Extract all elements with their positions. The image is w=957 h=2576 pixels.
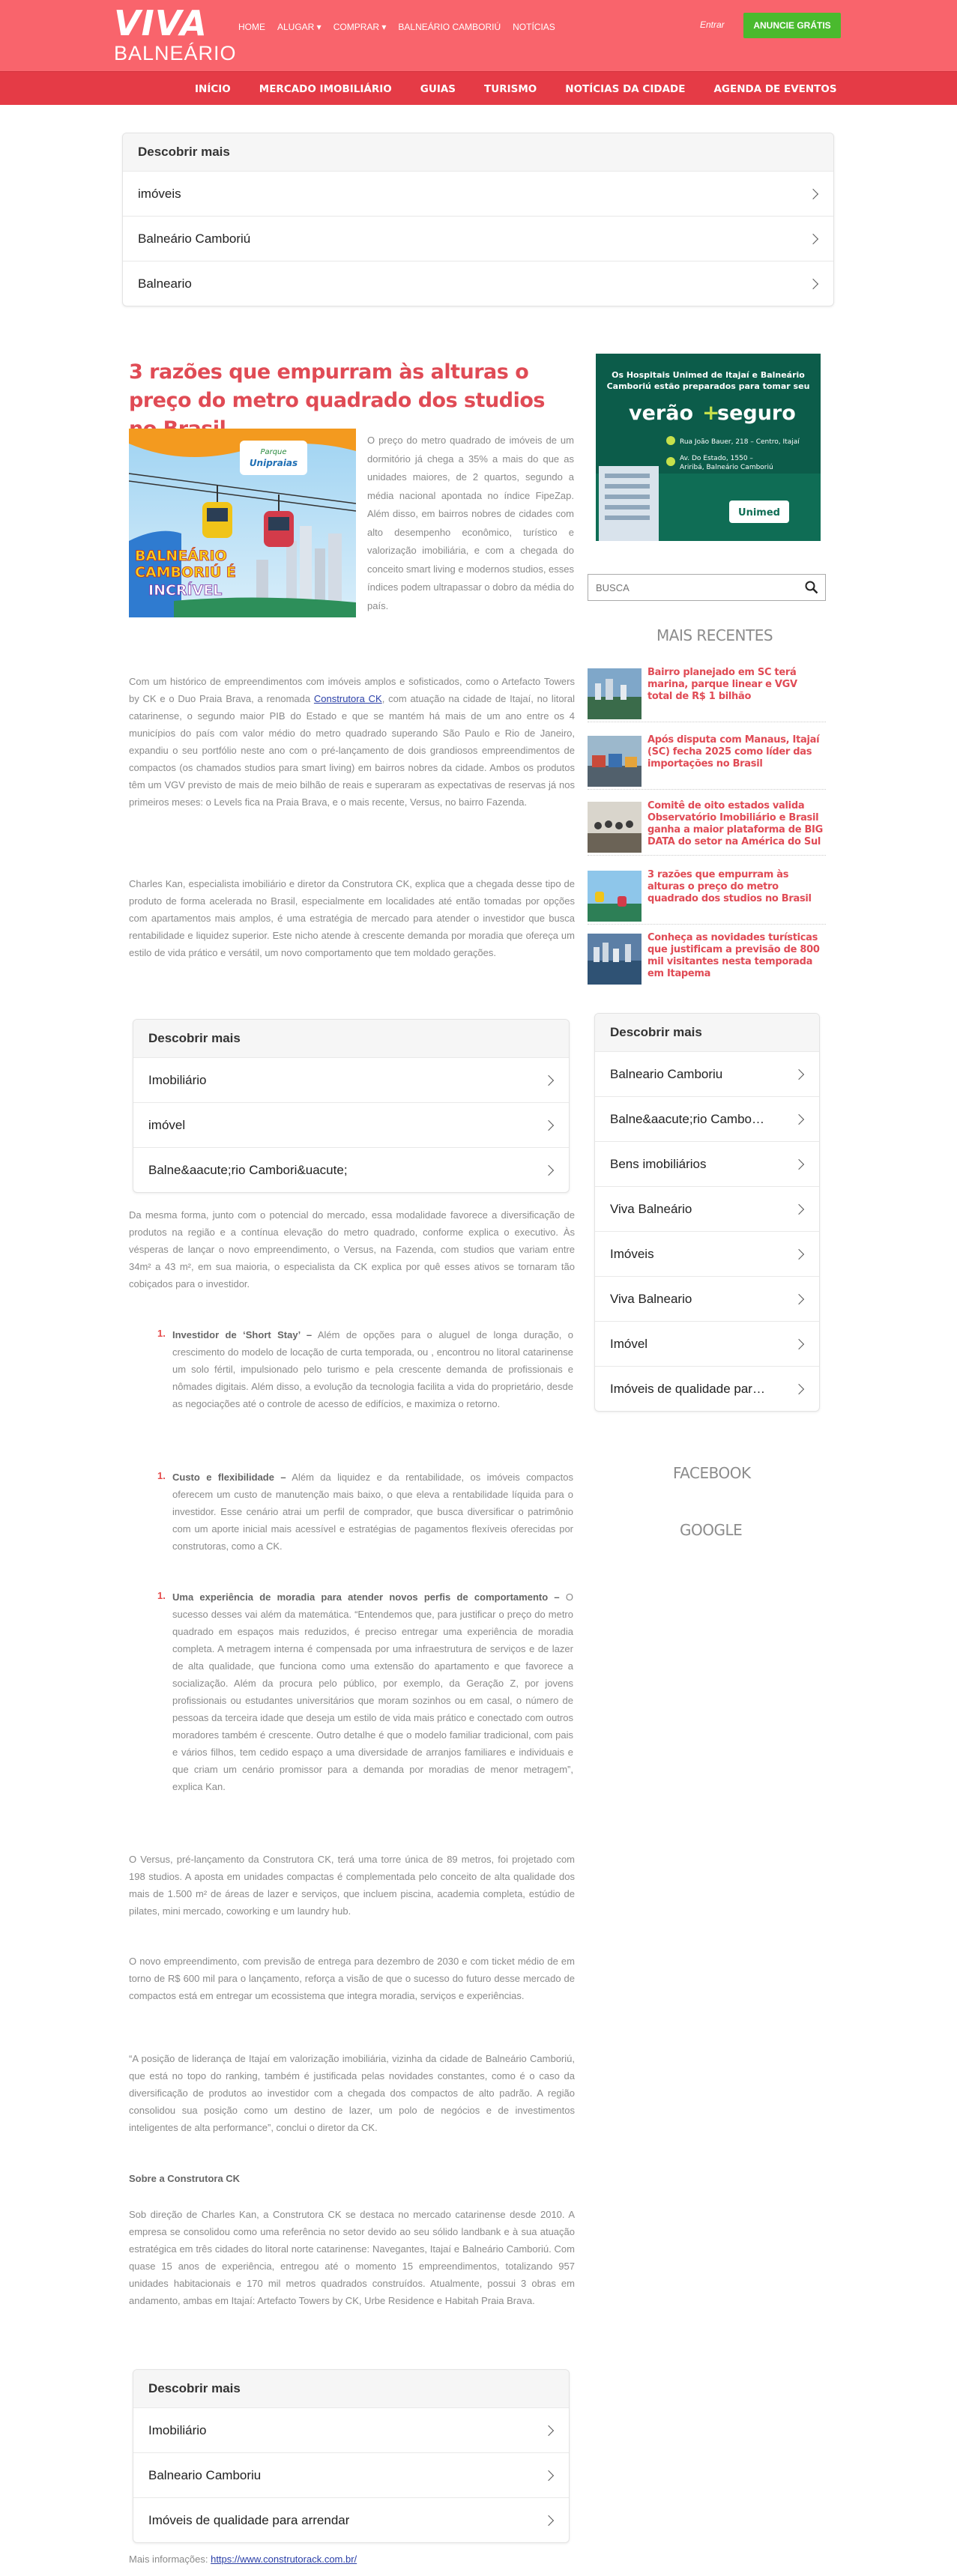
discover-title: Descobrir mais	[595, 1014, 819, 1051]
chevron-right-icon	[543, 2425, 554, 2435]
recent-post[interactable]	[588, 665, 826, 722]
discover-item-label: Imóveis de qualidade para arrendar	[148, 2512, 350, 2527]
recent-post[interactable]	[588, 733, 826, 790]
site-logo[interactable]	[114, 3, 237, 64]
discover-item[interactable]	[133, 1147, 569, 1192]
article-hero-image	[129, 429, 356, 617]
article-paragraph-2	[129, 673, 575, 811]
hero-overlay-3: INCRÍVEL	[148, 582, 223, 599]
recent-title-link[interactable]: 3 razões que empurram às alturas o preço do metro quadrado dos studios no Brasil	[647, 869, 812, 904]
list-number: 1.	[157, 1590, 166, 1601]
discover-item-label: Balneario Camboriu	[610, 1066, 723, 1081]
discover-item[interactable]	[123, 216, 833, 261]
discover-item-label: imóveis	[138, 186, 181, 201]
list-item-1	[172, 1326, 573, 1412]
chevron-right-icon	[794, 1113, 804, 1124]
chevron-right-icon	[808, 188, 818, 199]
discover-item-label: Bens imobiliários	[610, 1156, 707, 1171]
ad-line-1: Os Hospitais Unimed de Itajaí e Balneário	[612, 370, 805, 380]
search-box	[588, 574, 826, 601]
chevron-right-icon	[543, 2470, 554, 2480]
discover-item[interactable]	[595, 1096, 819, 1141]
discover-more-top	[122, 133, 834, 306]
discover-item-label: Imóveis de qualidade par…	[610, 1381, 765, 1396]
list-item-3	[172, 1588, 573, 1795]
ad-address-1: Rua João Bauer, 218 – Centro, Itajaí	[680, 438, 800, 446]
chevron-right-icon	[543, 1119, 554, 1130]
construtora-website-link[interactable]: https://www.construtorack.com.br/	[211, 2554, 357, 2565]
discover-item[interactable]	[133, 2407, 569, 2452]
discover-item[interactable]	[595, 1141, 819, 1186]
category-nav	[0, 71, 957, 105]
discover-item[interactable]	[133, 1102, 569, 1147]
recent-thumb	[588, 871, 641, 922]
discover-item-label: Balne&aacute;rio Cambori&uacute;	[148, 1162, 348, 1177]
list-number: 1.	[157, 1328, 166, 1339]
logo-balneario: BALNEÁRIO	[114, 42, 237, 64]
recent-post[interactable]	[588, 799, 826, 856]
hero-overlay-2: CAMBORIÚ É	[135, 564, 236, 581]
article-paragraph-1: O preço do metro quadrado de imóveis de um dormitório já chega a 35% a mais do que as unidades maiores, de 2 quartos, segundo a média nacional apontada no índice FipeZap. Além disso, em bairros nobres de cidades com alto desempenho econômico, turístico e valorização imobiliária, e com a chegada do conceito smart living e modernos studios, esses índices podem ultrapassar o dobro da média do país.	[367, 435, 575, 611]
article-paragraph-4: Da mesma forma, junto com o potencial do mercado, essa modalidade favorece a diversificação de produtos na região e a contínua elevação do metro quadrado, conforme explica o executivo. Às vésperas de lançar o novo empreendimento, o Versus, na Fazenda, com studios que variam entre 34m² a 43 m², em sua maioria, o especialista da CK explica por quê esses ativos se tornaram tão cobiçados para o investidor.	[129, 1209, 575, 1289]
hero-brand-bottom: Unipraias	[249, 458, 298, 468]
nav-comprar[interactable]: COMPRAR ▾	[333, 22, 387, 32]
ad-address-2b: Ariribá, Balneário Camboriú	[680, 464, 773, 471]
discover-item-label: Balneário Camboriú	[138, 231, 251, 246]
list-item-2	[172, 1469, 573, 1555]
cat-noticias-da-cidade[interactable]: NOTÍCIAS DA CIDADE	[565, 82, 686, 95]
discover-more-mid	[133, 1019, 570, 1193]
construtora-ck-link[interactable]: Construtora CK	[313, 693, 382, 704]
recent-post[interactable]	[588, 868, 826, 925]
discover-item[interactable]	[133, 2452, 569, 2497]
recent-title: MAIS RECENTES	[656, 626, 773, 644]
list-number: 1.	[157, 1470, 166, 1481]
list-item-text: Além da liquidez e da rentabilidade, os imóveis compactos oferecem um custo de manutenção mais baixo, o que eleva a rentabilidade líquida para o investidor. Esse cenário atrai um perfil de comprador, que busca diversificar o patrimônio com um aporte inicial mais acessível e estratégias de pagamentos flexíveis oferecidas por construtoras, como a CK.	[172, 1472, 573, 1552]
cat-inicio[interactable]: INÍCIO	[195, 82, 231, 95]
discover-item[interactable]	[595, 1321, 819, 1366]
discover-item[interactable]	[595, 1366, 819, 1411]
discover-item-label: Balneario	[138, 276, 192, 291]
p2-before: Com um histórico de empreendimentos com imóveis amplos e sofisticados, como o Artefacto Towers by CK e o Duo Praia Brava, a renomada	[129, 676, 575, 704]
cat-mercado-imobiliario[interactable]: MERCADO IMOBILIÁRIO	[259, 82, 392, 95]
chevron-right-icon	[794, 1158, 804, 1169]
discover-item-label: Imóvel	[610, 1336, 648, 1351]
discover-item-label: Balneario Camboriu	[148, 2467, 262, 2482]
list-item-lead: Investidor de ‘Short Stay’ –	[172, 1329, 313, 1340]
chevron-right-icon	[808, 233, 818, 244]
recent-thumb	[588, 802, 641, 853]
cat-guias[interactable]: GUIAS	[420, 82, 456, 95]
article-paragraph-5: O Versus, pré-lançamento da Construtora CK, terá uma torre única de 89 metros, foi projetado com 198 studios. A aposta em unidades compactas é complementada pelo conceito de alta qualidade dos mais de 1.500 m² de áreas de lazer e serviços, que incluem piscina, academia completa, estúdio de pilates, mini mercado, coworking e um laundry hub.	[129, 1854, 575, 1917]
chevron-right-icon	[794, 1338, 804, 1349]
ad-verao: verão	[629, 402, 693, 425]
discover-item-label: imóvel	[148, 1117, 186, 1132]
advertise-free-button[interactable]: ANUNCIE GRÁTIS	[743, 13, 841, 38]
discover-more-sidebar	[594, 1013, 820, 1412]
login-link[interactable]: Entrar	[700, 19, 725, 30]
discover-item-label: Imóveis	[610, 1246, 654, 1261]
ad-brand: Unimed	[738, 507, 780, 518]
google-title: GOOGLE	[680, 1521, 743, 1539]
article-title: 3 razões que empurram às alturas o preço do metro quadrado dos studios	[129, 360, 545, 412]
nav-balneario-camboriu[interactable]: BALNEÁRIO CAMBORIÚ	[398, 22, 501, 32]
discover-item[interactable]	[595, 1231, 819, 1276]
chevron-right-icon	[543, 1164, 554, 1175]
chevron-right-icon	[808, 278, 818, 288]
cat-turismo[interactable]: TURISMO	[484, 82, 537, 95]
more-info-label: Mais informações:	[129, 2554, 211, 2565]
more-info	[129, 2551, 575, 2568]
discover-item-label: Imobiliário	[148, 2422, 207, 2437]
article-paragraph-3: Charles Kan, especialista imobiliário e diretor da Construtora CK, explica que a chegada desse tipo de produto de forma acelerada no Brasil, especialmente em localidades até então tomadas por opções com apartamentos mais amplos, é uma estratégia de mercado para atender o investidor que busca rentabilidade e liquidez superior. Este nicho atende à crescente demanda por moradia que ofereça um estilo de vida prático e versátil, um novo comportamento que tem moldado gerações.	[129, 878, 575, 958]
article-paragraph-6: O novo empreendimento, com previsão de entrega para dezembro de 2030 e com ticket médio de em torno de R$ 600 mil para o lançamento, reforça a visão de que o sucesso do futuro desse mercado de compactos está em entregar um ecossistema que integra moradia, serviços e experiências.	[129, 1956, 575, 2001]
recent-title-link[interactable]: Comitê de oito estados valida Observatório Imobiliário e Brasil ganha a maior plataforma de BIG DATA do setor na América do Sul	[647, 800, 823, 847]
list-item-text: O sucesso desses vai além da matemática. “Entendemos que, para justificar o preço do metro quadrado em espaços mais reduzidos, é preciso entregar uma experiência de moradia completa. A metragem interna é compensada por uma infraestrutura de serviços e de lazer de alta qualidade, que funciona como uma extensão do apartamento e que favorece a socialização. Além da procura pelo público, por exemplo, da Geração Z, por jovens profissionais ou estudantes universitários que moram sozinhos ou em casal, o número de pessoas da terceira idade que deseja um estilo de vida mais prático e conectado com outros moradores também é crescente. Outro detalhe é que o modelo familiar tradicional, com pais e vários filhos, tem cedido espaço a uma diversidade de arranjos familiares e individuais e que criam um cenário promissor para a demanda por moradias de menor metragem”, explica Kan.	[172, 1591, 573, 1792]
chevron-right-icon	[543, 1074, 554, 1085]
discover-item[interactable]	[133, 2497, 569, 2542]
discover-more-bottom	[133, 2369, 570, 2543]
discover-item[interactable]	[595, 1186, 819, 1231]
recent-thumb	[588, 934, 641, 985]
discover-item-label: Viva Balneário	[610, 1201, 692, 1216]
list-item-lead: Custo e flexibilidade –	[172, 1472, 286, 1483]
recent-title-link[interactable]: Conheça as novidades turísticas que justificam a previsão de 800 mil visitantes nesta temporada em Itapema	[647, 932, 820, 979]
discover-title: Descobrir mais	[123, 133, 833, 171]
chevron-right-icon	[794, 1203, 804, 1214]
discover-item[interactable]	[123, 261, 833, 306]
ad-address-2a: Av. Do Estado, 1550 –	[680, 455, 753, 462]
hero-brand-top: Parque	[260, 448, 287, 456]
discover-item[interactable]	[123, 171, 833, 216]
ad-seguro: seguro	[717, 402, 796, 425]
facebook-title: FACEBOOK	[673, 1464, 751, 1482]
sidebar-ad-banner[interactable]	[596, 354, 821, 541]
ad-line-2: Camboriú estão preparados para tomar seu	[606, 381, 810, 391]
recent-title-link[interactable]: Após disputa com Manaus, Itajaí (SC) fecha 2025 como líder das importações no Brasil	[647, 734, 820, 770]
search-icon[interactable]	[798, 575, 825, 600]
discover-item-label: Balne&aacute;rio Cambo…	[610, 1111, 765, 1126]
about-heading: Sobre a Construtora CK	[129, 2173, 241, 2184]
chevron-right-icon	[794, 1383, 804, 1394]
recent-thumb	[588, 668, 641, 719]
p2-after: , com atuação na cidade de Itajaí, no litoral catarinense, o segundo maior PIB do Estado e que se mantém há mais de um ano entre os 4 municípios do país com valor médio do metro quadrado superando São Paulo e Rio de Janeiro, expandiu o seu portfólio neste ano com o pré-lançamento de dois grandiosos empreendimentos de compactos (os chamados studios para smart living) em bairros nobres da cidade. Ambos os produtos têm um VGV previsto de mais de meio bilhão de reais e superaram as expectativas de reservas já nos primeiros meses: o Levels fica na Praia Brava, e o mais recente, Versus, no bairro Fazenda.	[129, 693, 575, 808]
list-item-text: Além de opções para o aluguel de longa duração, o crescimento do modelo de locação de curta temporada, ou , encontrou no litoral catarinense um solo fértil, impulsionado pelo turismo e pela crescente demanda de profissionais e nômades digitais. Além disso, a evolução da tecnologia facilita a vida do proprietário, desde as negociações até o controle de acesso de edifícios, e maximiza o retorno.	[172, 1329, 573, 1409]
ad-plus: +	[702, 400, 720, 425]
article-paragraph-7: “A posição de liderança de Itajaí em valorização imobiliária, vizinha da cidade de Balneário Camboriú, que está no topo do ranking, também é justificada pelas novidades constantes, como é o caso da diversificação de produtos ao investidor com a chegada dos compactos de alto padrão. A região consolidou sua posição como um destino de lazer, um polo de negócios e de investimentos inteligentes de alta performance”, conclui o diretor da CK.	[129, 2053, 575, 2133]
nav-alugar[interactable]: ALUGAR ▾	[277, 22, 321, 32]
chevron-right-icon	[794, 1068, 804, 1079]
discover-item[interactable]	[595, 1051, 819, 1096]
recent-title-link[interactable]: Bairro planejado em SC terá marina, parque linear e VGV total de R$ 1 bilhão	[647, 667, 797, 702]
article-paragraph-8: Sob direção de Charles Kan, a Construtora CK se destaca no mercado catarinense desde 2010. A empresa se consolidou como uma referência no setor devido ao seu sólido landbank e à sua atuação estratégica em três cidades do litoral norte catarinense: Navegantes, Itajaí e Balneário Camboriú. Com quase 15 anos de experiência, entregou até o momento 15 empreendimentos, totalizando 957 unidades habitacionais e 170 mil metros quadrados construídos. Atualmente, possui 3 obras em andamento, ambas em Itajaí: Artefacto Towers by CK, Urbe Residence e Habitah Praia Brava.	[129, 2209, 575, 2306]
cat-agenda-de-eventos[interactable]: AGENDA DE EVENTOS	[713, 82, 837, 95]
nav-home[interactable]: HOME	[238, 22, 265, 32]
recent-thumb	[588, 736, 641, 787]
discover-item-label: Viva Balneario	[610, 1291, 692, 1306]
chevron-right-icon	[543, 2515, 554, 2525]
nav-noticias[interactable]: NOTÍCIAS	[513, 22, 555, 32]
discover-item[interactable]	[595, 1276, 819, 1321]
top-nav	[238, 22, 555, 32]
site-header	[0, 0, 957, 71]
discover-item[interactable]	[133, 1057, 569, 1102]
list-item-lead: Uma experiência de moradia para atender novos perfis de comportamento –	[172, 1591, 560, 1603]
recent-post[interactable]	[588, 931, 826, 988]
chevron-right-icon	[794, 1248, 804, 1259]
discover-item-label: Imobiliário	[148, 1072, 207, 1087]
discover-title: Descobrir mais	[133, 1020, 569, 1057]
logo-viva: VIVA	[114, 3, 208, 43]
chevron-right-icon	[794, 1293, 804, 1304]
discover-title: Descobrir mais	[133, 2370, 569, 2407]
hero-overlay-1: BALNEÁRIO	[135, 548, 227, 564]
search-input[interactable]	[588, 576, 791, 599]
